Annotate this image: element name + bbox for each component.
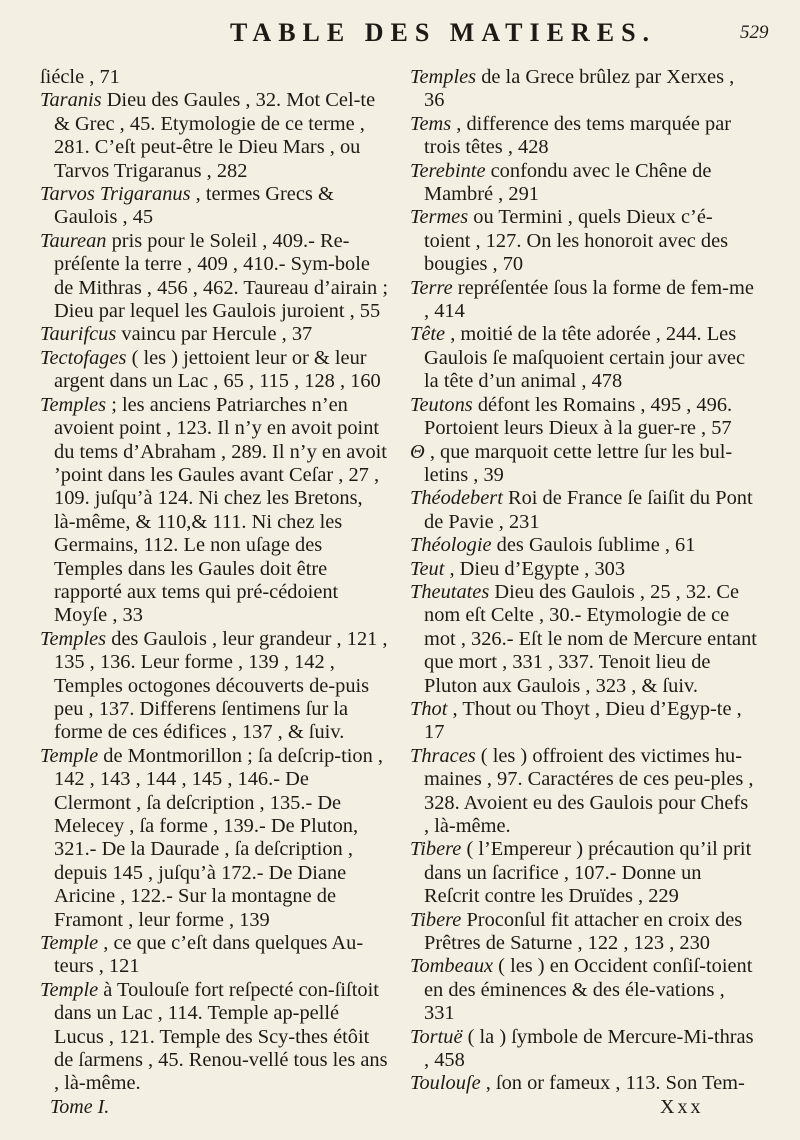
entry-headword: Termes	[410, 206, 469, 229]
index-entry	[410, 1072, 758, 1095]
entry-headword: Tarvos Trigaranus	[40, 183, 191, 206]
entry-headword: Temple	[40, 978, 99, 1001]
entry-text: , ſon or fameux , 113. Son Tem-	[480, 1072, 745, 1095]
index-entry	[410, 838, 758, 908]
entry-headword: Θ	[410, 440, 425, 463]
entry-headword: Taurifcus	[40, 323, 117, 346]
entry-text: des Gaulois , leur grandeur , 121 , 135 , 136. Leur forme , 139 , 142 , Temples octogones découverts de-puis peu , 137. Differens ſentimens ſur la forme de ces édifices , 137 , & ſuiv.	[54, 627, 388, 744]
index-entry	[40, 932, 388, 979]
entry-headword: Teut	[410, 557, 445, 580]
index-entry	[40, 394, 388, 628]
index-entry	[410, 323, 758, 393]
index-entry	[410, 955, 758, 1025]
volume-label: Tome I.	[50, 1096, 110, 1118]
index-entry	[410, 558, 758, 581]
entry-text: à Toulouſe fort reſpecté con-ſiſtoit dans un Lac , 114. Temple ap-pellé Lucus , 121. Temple des Scy-thes étôit de ſarmens , 45. Renou-vellé tous les ans , là-même.	[54, 978, 388, 1095]
page-header	[0, 18, 800, 58]
entry-text: ou Termini , quels Dieux c’é-toient , 127. On les honoroit avec des bougies , 70	[424, 206, 729, 276]
entry-text: défont les Romains , 495 , 496. Portoient leurs Dieux à la guer-re , 57	[424, 393, 733, 440]
index-entry	[410, 277, 758, 324]
index-entry	[40, 66, 388, 89]
entry-text: , moitié de la tête adorée , 244. Les Gaulois ſe maſquoient certain jour avec la tête d’un animal , 478	[424, 323, 746, 393]
index-entry	[410, 745, 758, 839]
page-number: 529	[740, 22, 769, 43]
entry-text: des Gaulois ſublime , 61	[491, 534, 696, 557]
running-title: TABLE DES MATIERES.	[230, 18, 657, 47]
entry-text: Dieu des Gaules , 32. Mot Cel-te & Grec , 45. Etymologie de ce terme , 281. C’eſt peut-être le Dieu Mars , ou Tarvos Trigaranus , 282	[54, 89, 376, 182]
entry-text: ſiécle , 71	[40, 66, 120, 88]
entry-headword: Temples	[40, 393, 107, 416]
entry-headword: Tectofages	[40, 346, 127, 369]
entry-headword: Tems	[410, 112, 452, 135]
entry-headword: Temple	[40, 744, 99, 767]
entry-text: confondu avec le Chêne de Mambré , 291	[424, 159, 712, 206]
left-column	[40, 66, 388, 1096]
entry-text: pris pour le Soleil , 409.- Re-préſente la terre , 409 , 410.- Sym-bole de Mithras , 456 , 462. Taureau d’airain ; Dieu par lequel les Gaulois juroient , 55	[54, 229, 388, 323]
entry-text: ( les ) en Occident conſiſ-toient en des éminences & des éle-vations , 331	[424, 955, 753, 1025]
entry-headword: Théodebert	[410, 487, 503, 510]
entry-text: , que marquoit cette lettre ſur les bul-letins , 39	[424, 440, 733, 486]
entry-headword: Tortuë	[410, 1025, 463, 1048]
entry-headword: Theutates	[410, 580, 490, 603]
entry-headword: Tibere	[410, 838, 462, 861]
index-entry	[40, 745, 388, 932]
entry-headword: Temples	[410, 66, 477, 88]
entry-headword: Teutons	[410, 393, 473, 416]
entry-text: , termes Grecs & Gaulois , 45	[54, 183, 334, 229]
entry-text: Dieu des Gaulois , 25 , 32. Ce nom eſt Celte , 30.- Etymologie de ce mot , 326.- Eſt le nom de Mercure entant que mort , 331 , 337. Tenoit lieu de Pluton aux Gaulois , 323 , & ſuiv.	[424, 580, 757, 697]
entry-headword: Temples	[40, 627, 107, 650]
entry-headword: Taranis	[40, 89, 102, 112]
entry-text: de la Grece brûlez par Xerxes , 36	[424, 66, 735, 112]
index-entry	[410, 698, 758, 745]
entry-headword: Terre	[410, 276, 453, 299]
signature-mark: Xxx	[660, 1096, 704, 1118]
entry-headword: Théologie	[410, 534, 492, 557]
index-entry	[40, 979, 388, 1096]
entry-headword: Taurean	[40, 229, 107, 252]
index-entry	[410, 394, 758, 441]
index-entry	[40, 347, 388, 394]
index-entry	[410, 441, 758, 488]
entry-headword: Tête	[410, 323, 446, 346]
index-entry	[40, 183, 388, 230]
entry-headword: Terebinte	[410, 159, 486, 182]
entry-text: , Dieu d’Egypte , 303	[444, 557, 626, 580]
entry-headword: Thot	[410, 697, 448, 720]
entry-headword: Temple	[40, 932, 99, 955]
entry-text: vaincu par Hercule , 37	[116, 323, 313, 346]
entry-headword: Tibere	[410, 908, 462, 931]
index-entry	[410, 66, 758, 113]
index-entry	[410, 206, 758, 276]
index-entry	[410, 1026, 758, 1073]
entry-text: repréſentée ſous la forme de fem-me , 414	[424, 276, 754, 323]
entry-text: , Thout ou Thoyt , Dieu d’Egyp-te , 17	[424, 697, 742, 744]
entry-text: , difference des tems marquée par trois têtes , 428	[424, 112, 732, 159]
entry-text: ( l’Empereur ) précaution qu’il prit dans un ſacrifice , 107.- Donne un Reſcrit contre les Druïdes , 229	[424, 838, 752, 908]
index-entry	[410, 909, 758, 956]
index-entry	[410, 534, 758, 557]
entry-headword: Thraces	[410, 744, 476, 767]
entry-text: de Montmorillon ; ſa deſcrip-tion , 142 , 143 , 144 , 145 , 146.- De Clermont , ſa deſcription , 135.- De Melecey , ſa forme , 139.- De Pluton, 321.- De la Daurade , ſa deſcription , depuis 145 , juſqu’à 172.- De Diane Aricine , 122.- Sur la montagne de Framont , leur forme , 139	[54, 744, 384, 931]
index-entry	[410, 487, 758, 534]
index-entry	[410, 160, 758, 207]
index-entry	[40, 323, 388, 346]
entry-headword: Tombeaux	[410, 955, 494, 978]
entry-text: , ce que c’eſt dans quelques Au-teurs , 121	[54, 932, 364, 978]
index-entry	[410, 113, 758, 160]
entry-text: Proconſul fit attacher en croix des Prêtres de Saturne , 122 , 123 , 230	[424, 908, 743, 955]
entry-text: ( la ) ſymbole de Mercure-Mi-thras , 458	[424, 1025, 754, 1072]
right-column	[410, 66, 758, 1096]
index-entry	[410, 581, 758, 698]
index-entry	[40, 628, 388, 745]
index-entry	[40, 89, 388, 183]
entry-text: ( les ) jettoient leur or & leur argent dans un Lac , 65 , 115 , 128 , 160	[54, 346, 381, 393]
entry-text: ( les ) offroient des victimes hu-maines , 97. Caractéres de ces peu-ples , 328. Avoient eu des Gaulois pour Chefs , là-même.	[424, 744, 754, 837]
entry-text: Roi de France ſe ſaiſit du Pont de Pavie , 231	[424, 487, 753, 533]
index-entry	[40, 230, 388, 324]
entry-text: ; les anciens Patriarches n’en avoient point , 123. Il n’y en avoit point du tems d’Abraham , 289. Il n’y en avoit ’point dans les Gaules avant Ceſar , 27 , 109. juſqu’à 124. Ni chez les Bretons, là-même, & 110,& 111. Ni chez les Germains, 112. Le non uſage des Temples dans les Gaules doit être rapporté aux tems qui pré-cédoient Moyſe , 33	[54, 393, 387, 627]
entry-headword: Toulouſe	[410, 1072, 481, 1095]
